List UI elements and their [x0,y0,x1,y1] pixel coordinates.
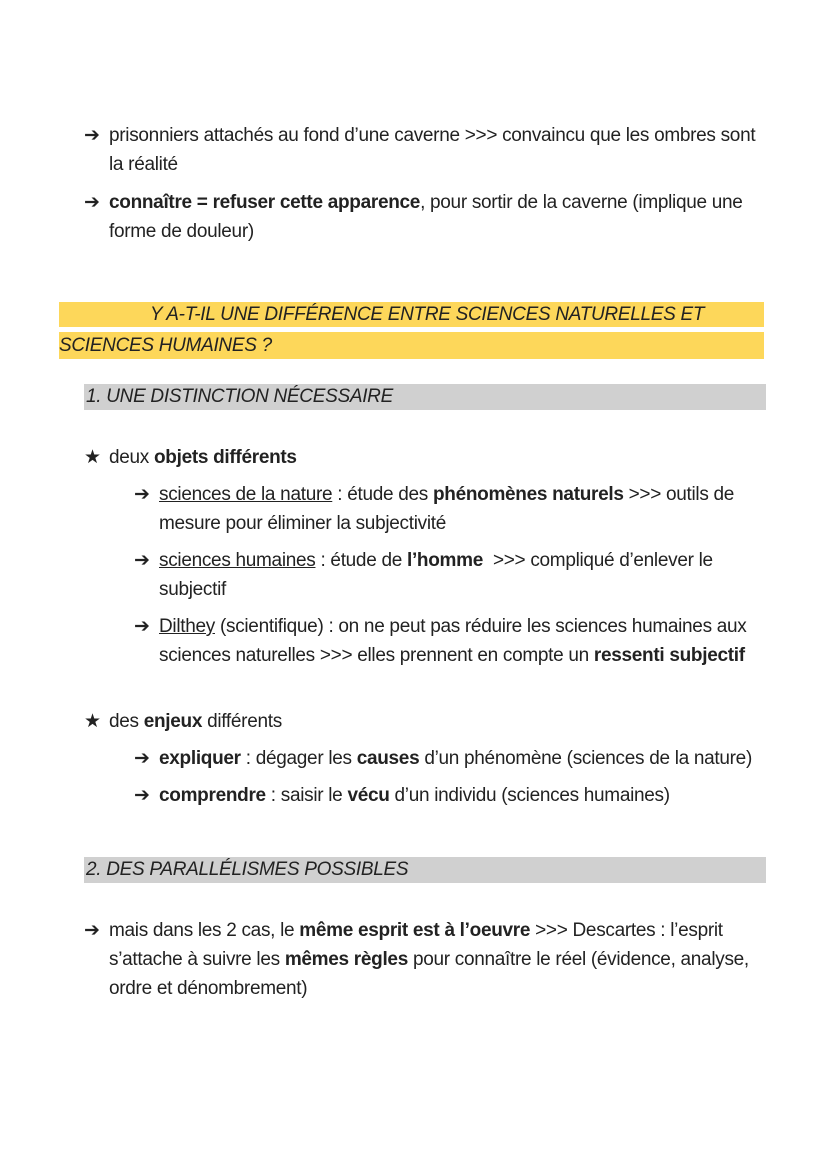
text: deux [109,447,154,468]
text: : dégager les [240,748,357,769]
text: des [109,711,144,732]
text: d’un phénomène (sciences de la nature) [419,748,752,769]
intro-item-2-line-2: forme de douleur) [109,221,254,242]
text: , pour sortir de la caverne (implique une [420,192,743,213]
intro-item-2-line-1 [109,188,743,217]
star-icon: ★ [84,447,102,468]
section-1-heading: 1. UNE DISTINCTION NÉCESSAIRE [86,386,393,407]
bold-text: comprendre [159,785,266,806]
star-icon: ★ [84,711,102,732]
bold-text: phénomènes naturels [432,484,624,505]
sub-item-4 [159,744,752,773]
star-item-2 [109,707,282,736]
bold-text: objets différents [153,447,297,468]
section-2-item-line-2 [109,945,749,974]
sub-item-3-line-2 [159,641,745,670]
intro-item-1-line-1: prisonniers attachés au fond d’une caverne >>> convaincu que les ombres sont [109,125,756,146]
section-2-item-line-3: ordre et dénombrement) [109,978,308,999]
bold-text: causes [356,748,420,769]
text: : saisir le [265,785,348,806]
section-2-item-line-1 [109,916,723,945]
text: (scientifique) : on ne peut pas réduire les sciences humaines aux [214,616,747,637]
text: différents [202,711,282,732]
arrow-icon: ➔ [134,616,150,637]
arrow-icon: ➔ [84,125,100,146]
arrow-icon: ➔ [134,484,150,505]
bold-text: l’homme [406,550,483,571]
bold-text: vécu [347,785,390,806]
sub-item-3-line-1 [159,612,747,641]
text: >>> Descartes : l’esprit [530,920,723,941]
sub-item-2-line-2: subjectif [159,579,227,600]
sub-item-1-line-1 [159,480,734,509]
sub-item-5 [159,781,670,810]
sub-item-1-line-2: mesure pour éliminer la subjectivité [159,513,446,534]
arrow-icon: ➔ [134,748,150,769]
star-item-1 [109,443,297,472]
arrow-icon: ➔ [84,920,100,941]
intro-item-1-line-2: la réalité [109,154,178,175]
text: sciences naturelles >>> elles prennent en compte un [159,645,594,666]
underlined-term: sciences de la nature [159,484,333,505]
text: : étude des [332,484,433,505]
bold-text: mêmes règles [284,949,408,970]
arrow-icon: ➔ [134,550,150,571]
text: s’attache à suivre les [109,949,285,970]
bold-text: connaître = refuser cette apparence [109,192,421,213]
section-main-title-line-2: SCIENCES HUMAINES ? [59,335,272,356]
underlined-term: sciences humaines [159,550,316,571]
bold-text: ressenti subjectif [593,645,745,666]
text: mais dans les 2 cas, le [109,920,300,941]
arrow-icon: ➔ [134,785,150,806]
section-main-title-line-1: Y A-T-IL UNE DIFFÉRENCE ENTRE SCIENCES NATURELLES ET [150,304,705,325]
text: >>> compliqué d’enlever le [483,550,713,571]
bold-text: expliquer [159,748,241,769]
text: : étude de [315,550,407,571]
sub-item-2-line-1 [159,546,713,575]
underlined-term: Dilthey [159,616,215,637]
text: pour connaître le réel (évidence, analyse, [407,949,749,970]
section-2-heading: 2. DES PARALLÉLISMES POSSIBLES [86,859,409,880]
text: >>> outils de [623,484,735,505]
arrow-icon: ➔ [84,192,100,213]
bold-text: même esprit est à l’oeuvre [299,920,531,941]
text: d’un individu (sciences humaines) [389,785,670,806]
bold-text: enjeux [143,711,203,732]
